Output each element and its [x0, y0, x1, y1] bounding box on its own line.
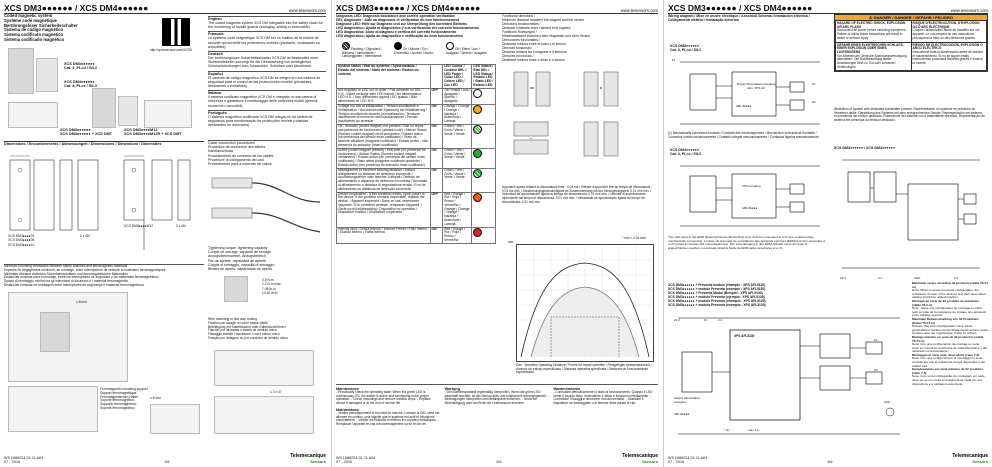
flashing-icon: [342, 42, 350, 50]
subtitle: Coded magnetic system: [4, 13, 53, 18]
circuit-a-cat: Cat. 3, PL=d / SIL2: [670, 48, 702, 53]
sheet-3: [664, 0, 992, 467]
th-state: [430, 65, 443, 89]
danger-head: GEFAHR EINES ELEKTRISCHEN SCHLAGS, EINER EXPLOSION ODER EINES LICHTBOGENS: [837, 42, 904, 54]
wiring-warn: Wire mounting or line way routing Fixation par lacage ou via le passe-câble Befestigung mit Kabelbindern oder Kabeldurchführen Fijación por lanzadas o través de sentido único Fissaggio tramite i fascettone o via il senso unico Fixação por lanagem ou por condutor de sentido único: [208, 317, 288, 340]
lang-de: Deutsch: [208, 51, 326, 56]
bottom-label: K1: [874, 338, 878, 342]
wire-value: ≤ 3 x 47: [270, 390, 282, 394]
circuit-label: F1: [672, 58, 676, 62]
model-right: XCS DM3●●●●M12: [124, 128, 158, 132]
qr-code-icon[interactable]: [162, 18, 190, 46]
row-status: Ok - Actuator (coded magnet) not present / Etat ou repos - pas présence de l'actionneur (aimant codé) / Aktiver Status (Sender codiert magnet) nicht vorhanden / Estado activo (sin presencia del sensor imán codificado) / Stato ok - assente attuatore (magnete codificato) / Estado activo - não presença do actuador (íman codificado): [337, 124, 431, 148]
lang-es: Español: [208, 71, 326, 76]
dim-label: XCS DM3●●●●05: [8, 238, 35, 243]
illustration-note: Illustration of system with dedicated transmitter present. Représentation du système en présence de l'émetteur dédié. Darstellung des Systems mit dem entsprechenden Sender. Representación del sistema en presencia del emisor dedicado. Illustrazione del sistema con a trasmittente specifica. Representação do sistema em presença do emissor dedicado.: [834, 107, 985, 123]
danger-body: Vor Arbeiten am Gerät die Spannungsversorgung abschalten. Die Nichtbeachtung dieser Anweisungen führt zu Tod oder schweren Verletzungen.: [837, 53, 907, 69]
table-row: [337, 104, 496, 124]
maint-title: Maintenance: [336, 387, 359, 391]
screwdriver-drawing: [224, 276, 248, 302]
model-left: XCS DM4●●●●●● + XCS DMT: [60, 132, 113, 137]
circuit-label: K2: [812, 100, 816, 104]
qr-caption: http://qr.tesensors.com/XCSD: [150, 48, 192, 52]
product-b-ref: XCS DM4●●●●●●: [64, 80, 95, 84]
ferro-label: Ferromagnetic mounting support: [100, 387, 148, 391]
lang-en-text: The coded magnetic system XCS DM integrates into the safety chain for the monitoring of mobile guards (swinging, sliding or removable).: [208, 21, 323, 30]
circuit-b-cat: Cat. 4, PL=e / SIL3: [670, 152, 702, 157]
mount-drawing-2: [8, 386, 98, 432]
row-colour: Green / Vert / Grün / Verde / Verde / Verde: [443, 124, 472, 148]
circuit-label: 0 V: [878, 276, 883, 280]
torque-value: 1.2 N.m max.: [262, 282, 282, 287]
doc-ref: W9 1686224 01 11 A04: [336, 456, 376, 460]
mount-value: ≥ 8 mm: [76, 300, 87, 304]
product-b-cat: Cat. 4, PL=e / SIL3: [64, 84, 97, 89]
danger-head: RISQUE D'ÉLECTROCUTION, D'EXPLOSION OU D'ARC ÉLECTRIQUE: [912, 21, 980, 29]
series-line: XCS DM3●●●●●● + Preventa Modul (Beispiel : XPS AFL5130): [668, 290, 763, 295]
note-text: Note: When in series mounting configuration, the resistance of each of the devices and their associated cabling should be added together.: [912, 288, 986, 300]
product-a-cat: Cat. 3, PL=d / SIL2: [64, 66, 98, 71]
dim-label: XCS DM3●●●●03: [8, 234, 35, 238]
row-colour: Green / Vert / Grün / Verde / Verde / Verde: [443, 148, 472, 168]
led-green-flash-icon: [473, 125, 482, 134]
circuit-label: XPS Ausgang: [742, 184, 761, 188]
torque-value: 7.08 lb-in: [262, 286, 276, 291]
wire-route-drawing: [214, 350, 314, 386]
dim-body-2: [34, 160, 54, 230]
doc-ref: W9 1686224 01 11 A04: [668, 456, 708, 460]
func-line: Direzioni funzionali /: [502, 46, 533, 50]
brand-sub: Sensors: [642, 459, 658, 464]
dim-label: XCS DM3●●●●10: [8, 242, 35, 247]
row-status: Voltage too low at initialization / Tension insuffisante à l'initialisation / Unzureichende Spannung bei Initialisierung / Tensión insuficiente durante la inicialización / Tensione insufficiente al momento dell'inizializzazione / Tensão insuficiente ao arrancar: [337, 104, 431, 124]
row-state: OFF: [430, 88, 443, 104]
bottom-label: Start: [884, 400, 891, 404]
series-line: XCS DM3●●●●●● + Preventa module (example : XPS AFL5130): [668, 283, 766, 287]
diag-title: DEL diagnostic : Aide au diagnostic et vérification du bon fonctionnement: [336, 18, 460, 22]
subtitle: Berührungsloser Sicherheitsschalter: [4, 22, 78, 28]
tightening-text: Tightening torque, tightening capacity Couple de serrage, capacité de serrage Anzugsdrehmoment, Anzugsbereich Par de apriete, capacidad de apriete Coppia di serraggio, capacità di serraggio Binário de aperto, capacidade de aperto: [208, 246, 275, 272]
circuit-a-svg: [670, 56, 826, 130]
k1-coil: [790, 82, 804, 92]
dimensions-title: Dimensions / Encombrements / Abmessungen / Dimensiones / Dimensioni / Dimensões: [4, 141, 204, 146]
row-status: Device inoperative - If this condition exists, cycle power to the device. If the problem remains inoperable, replace the device. / Appareil inopérant / Dans ce cas, redémarrer l'appareil. Si le problème persiste, remplacer l'appareil. / Gerät nicht funktionsfähig / Dispositivo no operativo / Dispositivo inattivo / Dispositivo inoperante: [337, 192, 431, 227]
doc-date: 07 - 2015: [668, 460, 685, 464]
led-red-icon: [473, 228, 482, 237]
danger-header: ⚠ DANGER / DANGER / GEFAHR / PELIGRO: [835, 15, 987, 20]
led-legend: [342, 42, 492, 59]
brand-logo: [622, 453, 658, 464]
product-photo-b: [92, 88, 116, 128]
row-colour: Green / Vert / Grün / Verde / Verde / Verde: [443, 168, 472, 192]
legend-off: Off / Eteint / Aus / Apagado / Spento / Apagado: [446, 47, 487, 55]
bottom-label: 2 A: [718, 318, 723, 322]
mech-note: (1) Mechanically connected contacts / Contacts liés mécaniquement / Mechanisch verbundene Kontakte / Contactos unidos mecánicamente / Contatti collegati meccanicamente / Contactos ligados mecanicamente: [668, 131, 819, 139]
bottom-label: F1: [704, 318, 708, 322]
cable-drawing: [210, 172, 326, 238]
diag-title: LED diagnóstico: Ajuda ao diagnóstico e verificação do bom funcionamento: [336, 34, 463, 38]
table-row: [337, 227, 496, 243]
row-state: ON: [430, 227, 443, 243]
sheet-3-title: XCS DM3●●●●●● / XCS DM4●●●●●●: [668, 3, 813, 13]
sheet-2-title: XCS DM3●●●●●● / XCS DM4●●●●●●: [336, 3, 481, 13]
th-led: LED Status / Etat DEL / LED Status / Estado LED / Stato LED / Estado LED: [472, 65, 496, 89]
sheet-1: [0, 0, 330, 467]
table-row: [337, 192, 496, 227]
circuit-b-svg: [670, 160, 826, 232]
dim-body-3: [78, 160, 98, 230]
row-colour: Orange / Orange / Orange / Naranja / Arancione / Laranja: [443, 104, 472, 124]
brand-logo: [952, 453, 988, 464]
row-colour: Red / Rouge / Rot / Rojo / Rosso / Vermelho: [443, 227, 472, 243]
func-line: Directions fonctionnelles /: [502, 22, 541, 26]
bottom-label: XPS AFL5130: [734, 334, 755, 338]
lang-es-text: El sistema de código magnético XCS DM se integra en una cadena de seguridad para el control de las protecciones móviles (pivotantes, deslizantes o extraíbles).: [208, 75, 321, 89]
led-table: [336, 64, 496, 244]
func-line: Funktions Richtungen /: [502, 30, 537, 34]
dim-side-2: [178, 160, 190, 220]
bottom-circuit-svg: [670, 312, 906, 440]
cable-text: Cable connection procedures Procédure de connexion des câbles Kabelanschluss Procedimiento de conexión de los cables Procedure di collegamento dei cavi Procedimento para a conexão de cabos: [208, 140, 326, 166]
product-photo-a2: [36, 58, 58, 92]
off-icon: [446, 42, 454, 50]
func-line: Distancia mínima entre el imán y el sensor: [502, 42, 566, 46]
model-drawing-right: [144, 100, 192, 128]
subtitle: Sistema codificado magnético: [4, 36, 65, 42]
series-line: XCS DM3●●●●●● + module Preventa (exemple : XPS AFL5130): [668, 286, 766, 291]
led-green-flash-icon: [473, 169, 482, 178]
doc-ref: W9 1686224 01 11 A04: [4, 456, 44, 460]
series-line: XCS DM3●●●●●● + modulo Preventa (esempio : XPS AFL5130): [668, 298, 766, 303]
row-colour: Red / Rouge / Rot / Rojo / Rosso / Vermelho • Orange / Orange / Orange / Naranja / Arancione / Laranja: [443, 192, 472, 227]
note-head: Montaje máximo en serie de 32 productos (cable 76.74 m): [912, 334, 984, 343]
sheet-1-title: XCS DM3●●●●●● / XCS DM4●●●●●●: [4, 3, 149, 13]
table-header-row: [337, 65, 496, 89]
row-status: Not supplied or LED out of order / Pas alimenté ou DEL H.S. / Nicht versorgt oder LED kaputt / No alimentado o LED H.S. / Non alimentato oppure LED guasto / Não alimentado ou LED H.S.: [337, 88, 431, 104]
note-text: Nota: Com uma configuração de montagem em série, deve ter-se em conta a resistência de cada um dos dispositivos e a cablagem associada.: [912, 374, 986, 386]
row-state: ON: [430, 104, 443, 124]
note-head: Encadeamento em série máximo de 32 produtos (cabo 7.5): [912, 367, 984, 375]
dim-body-4: [124, 160, 144, 220]
brand-sub: Sensors: [310, 459, 326, 464]
ferro-label: Support ferromagnétique: [100, 390, 137, 395]
chart-note: * mm = 0.04 inch: [622, 236, 647, 240]
diag-title: Diagnosis LED: Diagnosis assistance and correct operation verification: [336, 14, 456, 18]
th-status: System status / Etat du système / Systemstatus / Estado del sistema / Stato del sistema / Estado do sistema: [337, 65, 431, 89]
brand-sub: Sensors: [972, 459, 988, 464]
mount-value: ≥ 8 mm: [150, 396, 161, 400]
ferro-label: Supporto ferromagnetico: [100, 402, 137, 407]
circuit-label: ABL 8●●●●: [742, 206, 758, 210]
sensing-chart: [516, 244, 654, 362]
legend-on: On / Allumé / Ein / Encendido / Acceso / Aceso: [394, 47, 434, 55]
mant-text: - Controllare periodicamente lo stato di funzionamento. Quando il LED verde è acceso fisso, l'interruttore è attivo e funziona correttamente. - Controllare i fissaggi e rimuovere i trucioli metallici. - Sostituire il dispositivo se danneggiato o al termine della durata di vita.: [553, 390, 653, 406]
lang-pt: Português: [208, 110, 326, 115]
circuit-label: ABL 8●●●●: [736, 104, 752, 108]
circuit-label: Supply Alimentation Ausgang Alim. XPS AK: [736, 82, 776, 91]
maint-text: - Periodically check the operating state. When the green LED is continuously ON, the switch is active and functioning in the proper operation. - Check mountings and remove metallic chips. - Replace device if damaged or at the end of service life.: [336, 390, 431, 406]
model-drawing-left: [8, 102, 58, 128]
mount-sensor: [40, 312, 70, 352]
led-green-icon: [473, 149, 482, 158]
sheet-3-header: [668, 3, 988, 14]
note-text: Nota: Con una configuración de montaje en serie, tener en cuenta la resistencia de cada dispositivo y del cableado correspondiente.: [912, 342, 987, 354]
dim-body-5: [152, 160, 172, 220]
func-line: Direcciones funcionales /: [502, 38, 540, 42]
th-colour: LED Colour / Couleur DEL / LED Farbe / Color LED / Colore LED / Cor LED: [443, 65, 472, 89]
func-line: Functional directions /: [502, 14, 535, 18]
func-drawings: [504, 66, 658, 182]
sensing-text: Approach speed related to discordance time : 0.04 ms / Vitesse d'approche liée au temps de discordance : 0.01 ms min. / Annäherungsgeschwindigkeit im Zusammenhang mit der Verzögerungszeit: 0.01 m/s min. / Velocidad de aproximación ligada al tiempo de discordancia: 0.01 m/s min. / Velocità di avvicinamento dipendente dal tempo di discordanza: 0.01 m/s min. / Velocidade de aproximação ligada ao tempo de discordância: 0.01 m/s min.: [502, 185, 653, 204]
edm-note: The start input to the EDM (External Device Monitoring) loop must be connected to a N (see contact relays mechanically connected). L'entrée de la boucle de surveillance des appareils externes (EDM) doit être raccordée à un N (relais à contacts liés mécaniquement). Der erste Eingang in den EDM-Schalte muss an einen N angeschlossen werden. La entrada inicial al bucle de EDM debe conectarse a un N.: [668, 235, 825, 250]
dim-body-1: [10, 160, 30, 230]
brand-name: Telemecanique: [290, 453, 326, 459]
circuit-label: K1: [812, 82, 816, 86]
entretien-text: - Vérifier périodiquement le bon état de marche. Lorsque la DEL verte est allumée en continu, cela signifie que le système est actif et fonctionne correctement. - Vérifier les fixations et enlever les copeaux métalliques. - Remplacer l'appareil en cas d'endommagement ou en fin de vie.: [336, 410, 440, 426]
xps-module: [730, 330, 800, 420]
row-colour: Off / Eteint / Aus / Apagado / Spento / Apagado: [444, 87, 471, 104]
mount-drawing-3: [150, 404, 200, 434]
danger-body: Desconecte toda la alimentación antes de realizar el mantenimiento. Si no se siguen estas instrucciones provocará lesiones graves o incluso la muerte.: [912, 49, 984, 66]
product-photo-a: [8, 48, 34, 94]
subtitle: Sistema codificato magnetico: [4, 32, 64, 38]
note-text: Note : Dans une configuration de montage en série, tenir compte de la résistance de chaque des appareils et du câblage associé.: [912, 306, 987, 318]
mount-text: Minimum mounting clearances between safety switches and ferromagnetic materials Espaces de dégagement minimum, au montage, entre interrupteurs de sécurité et matériaux ferromagnétiques Minimaler Abstand zwischen Sicherheitsschaltern und ferromagnetischen Materialien Distancias mínimas para el montaje, entre los interruptores de seguridad y los materiales ferromagnéticos Spazio di montaggio minimo tra gli interruttori di sicurezza e i materiali ferromagnetici Distâncias mínimas de montagem entre interruptores de segurança e materiais ferromagnéticos: [4, 264, 204, 288]
row-status: Active (coded magnet present) / Etat actif (en présence de l'actionneur) / Aktiver Status (Sender codiert magnet vorhanden) / Estado activo (en presencia del sensor imán codificado) / Stato attivo (magnete codificato presente) / Estado activo (em presença do actuador íman codificado): [337, 148, 431, 168]
danger-head: RIESGO DE ELECTROCUCIÓN, EXPLOSIÓN O ARCO ELÉCTRICO: [912, 42, 983, 51]
led-off-icon: [473, 89, 482, 98]
dim-hole: 2 x Ø4: [80, 234, 90, 238]
series-line: XCS DM3●●●●●● + módulo Preventa (ejemplo : XPS AFL5130): [668, 294, 765, 299]
brand-logo: [290, 453, 326, 464]
ferro-label: Soporte ferromagnético: [100, 398, 135, 403]
led-orange-icon: [473, 105, 482, 114]
danger-table: [835, 20, 987, 71]
subtitle: Système codé magnétique: [4, 17, 57, 23]
danger-head: HAZARD OF ELECTRIC SHOCK, EXPLOSION OR ARC FLASH: [837, 21, 906, 29]
func-line: Distanza minima tra il magnete e il sensore: [502, 50, 567, 54]
func-line: Direções funcionais /: [502, 54, 534, 58]
mant-title: Mantenimiento: [553, 387, 581, 391]
wartung-text: - Den Betriebszustand regelmäßig überprüfen. Wenn die grüne LED dauerhaft leuchtet, ist der Sensor aktiv und funktioniert ordnungsgemäß. - Befestigungen überprüfen und Metallspäne entfernen. - Gerät bei Beschädigung oder am Ende der Lebensdauer ersetzen.: [444, 390, 549, 406]
legend-flashing: Flashing / Clignotant / Blinkend / Intermitente / Lampeggiante / Intermitente: [342, 47, 382, 59]
sensor-block: [690, 74, 716, 110]
doc-date: 07 - 2015: [336, 460, 353, 464]
circuit-label: 2 A: [954, 276, 959, 280]
bottom-label: * (1): [724, 428, 730, 432]
func-line: Minimum distance between the magnet and the sensor: [502, 18, 585, 22]
func-title: [502, 14, 658, 62]
lang-en: English: [208, 16, 326, 21]
row-state: ON: [430, 148, 443, 168]
bottom-label: 24 V: [674, 318, 681, 322]
model-right: XCS DM3●●●●M12R + XCS DMT: [124, 132, 182, 137]
sheet-2-footer: [336, 453, 658, 464]
page-number: 3/6: [827, 460, 833, 464]
wartung-title: Wartung: [444, 387, 460, 391]
bottom-label: Supply Alimentation Ausgang: [674, 396, 701, 405]
danger-body: Disconnect all power before servicing equipment. Failure to follow these instructions will result in death or serious injury.: [837, 28, 907, 40]
danger-box: [834, 14, 988, 72]
circuit-b-ref: XCS DM4●●●●●●: [670, 148, 699, 152]
chart-ylabel: mm: [508, 240, 514, 244]
model-left: XCS DM3●●●●●●: [60, 128, 91, 132]
page-number: 1/6: [164, 460, 170, 464]
bottom-label: K2: [874, 368, 878, 372]
brand-name: Telemecanique: [622, 453, 658, 459]
danger-body: Coupez l'alimentation avant de travailler sur cet appareil. Le non-respect de ces instructions provoquera la mort ou des blessures graves.: [912, 28, 980, 40]
sheet-1-header: [4, 3, 326, 14]
sheet-1-footer: [4, 453, 326, 464]
bottom-label: max 2 A: [748, 428, 759, 432]
danger-label: DANGER / DANGER / GEFAHR / PELIGRO: [873, 15, 954, 20]
sheet-2-site[interactable]: www.tesensors.com: [620, 8, 658, 13]
sheet-2-header: [336, 3, 658, 14]
series-title: XCS DM3●●●●●● / XCS DM4●●●●●●: [834, 146, 895, 150]
ferro-label: Suporte ferromagnético: [100, 405, 135, 410]
lang-it: Italiano: [208, 90, 326, 95]
lang-pt-text: O sistema magnético codificado XCS DM integra-se na cadeia de segurança para monitorização de protecções móveis (rotativas, deslizantes ou amovíveis).: [208, 114, 313, 128]
sheet-1-site[interactable]: www.tesensors.com: [288, 8, 326, 13]
table-row: [337, 168, 496, 192]
sensing-curve-inner: [531, 287, 639, 357]
note-head: Maximum series mounting 32 products (cable 76.74 m): [912, 281, 988, 289]
row-state: OFF: [430, 192, 443, 227]
note-text: Nota: Con una configurazione di montaggio in serie, considerare che la resistenza di ogni dispositivo e dei relativi cavi.: [912, 356, 986, 368]
sheet-3-site[interactable]: www.tesensors.com: [950, 8, 988, 13]
func-line: Mindestabstand zwischen dem Magneten und dem Sensor: [502, 34, 591, 38]
series-line: XCS DM3●●●●●● + módulo Preventa (exemplo : XPS AFL5130): [668, 302, 766, 307]
diag-title: LED diagnostica: Aiuto di diagnosi e verifica del corretto funzionamento: [336, 30, 457, 34]
note-head: Montage en série de 32 produits au maximum (câble 46.2 m): [912, 298, 980, 307]
lang-fr-text: Le système codé magnétique XCS DM est un maillon de la chaîne de sécurité qui surveille les protecteurs mobiles (pivotants, coulissants ou amovibles).: [208, 36, 320, 49]
sheet-2: [332, 0, 662, 467]
circuit-label: Start: [914, 276, 921, 280]
func-line: Distance minimale entre l'aimant et le capteur: [502, 26, 571, 30]
product-a-ref: XCS DM3●●●●●●: [64, 62, 95, 66]
page-number: 2/6: [496, 460, 502, 464]
func-line: Distância mínima entre o íman e o sensor: [502, 58, 565, 62]
circuit-label: 24 V: [840, 276, 847, 280]
series-lines: [668, 284, 828, 307]
dim-label: XCS DM3●●●●M12: [124, 224, 154, 228]
lang-fr: Français: [208, 31, 326, 36]
torque-value: 0.8 N.m: [262, 278, 274, 282]
row-status: Misalignment or incorrect sensing distance / Défaut d'alignement ou distance de détection incorrecte / Ausrichtungsfehler oder falscher Luftspalt / Defecto de alineamiento o distancia de detección incorrecta / Anomalia di allineamento o distanza di segnalazione errata / Erro de alinhamento ou distância de detecção incorrecta: [337, 168, 431, 192]
row-status: Internal fault / Défaut interne / Interner Fehler / Fallo interno / Guasto interno / Falha interna: [337, 227, 431, 243]
row-state: ON: [430, 168, 443, 192]
wire-tie-drawing: [214, 396, 314, 434]
diag-title: Diagnose LED: Hilfe zur Diagnose und zur Überprüfung des korrekten Betriebs: [336, 22, 468, 26]
right-notes: [912, 282, 988, 386]
series-svg: [834, 154, 986, 274]
table-row: [337, 124, 496, 148]
note-head: Montaggio in serie max. 32 prodotti (cavo 7.5): [912, 352, 980, 357]
product-photo-b2: [118, 96, 138, 126]
ferro-label: Ferromagnetischen Halter: [100, 394, 139, 399]
note-head: Maximale Reihenschaltung von 32 Produkten (Kabel 76.74 m): [912, 316, 979, 325]
torque-value: 10.62 lb-in: [262, 291, 278, 296]
bottom-label: ABL 8●●●●: [674, 412, 690, 416]
brand-name: Telemecanique: [952, 453, 988, 459]
dim-hole: 2 x Ø4: [176, 224, 186, 228]
subtitle: Sistema de código magnético: [4, 27, 64, 33]
lang-it-text: Il sistema codificato magnetico XCS DM è integrato in una catena di sicurezza e garantisce il monitoraggio delle protezioni mobili (girevoli, scorrevoli o amovibili).: [208, 95, 319, 108]
led-red-orange-icon: [473, 193, 482, 202]
doc-date: 07 - 2015: [4, 460, 21, 464]
table-row: [337, 88, 496, 104]
sheet-3-footer: [668, 453, 988, 464]
circuit-a-ref: XCS DM3●●●●●●: [670, 44, 699, 48]
table-row: [337, 148, 496, 168]
module-block: [732, 72, 776, 116]
row-state: ON: [430, 124, 443, 148]
note-text: Hinweis: Bei einer Konfiguration mit in Serie geschalteten Geräten ist die Widerstands-summe jedes Geräts sowie der zugehörigen Kabel zu achten.: [912, 324, 989, 336]
dim-side-1: [60, 160, 72, 230]
entretien-title: Maintenance: [336, 407, 359, 412]
k2-coil: [790, 100, 804, 110]
on-icon: [394, 42, 402, 50]
lang-de-text: Der berührungslose Sicherheitsschalter XCS DM ist Bestandteil einer Sicherheitskette und zeigt für die Überwachung von beweglichen Schutzeinrichtungen zum Schwenken, Schieben oder Abnehmen.: [208, 56, 319, 69]
wiring-title: Wiring diagram / Mise en œuvre électrique / Anschluß Schema / Instalación eléctrica / Collegamenti elettrici / Instalação eléctrica: [668, 14, 810, 23]
chart-legend: Sao : Specified Operating Distance / Portée de travail spécifiée / Festgelegter Abstandsbereich / Alcance de trabajo especificado / Distanza operativa specificata / Distância de funcionamento especificada: [516, 363, 652, 375]
diag-title: LED diagnostico: Ayuda al diagnóstico y a la verificación del correcto funcionamiento: [336, 26, 479, 30]
